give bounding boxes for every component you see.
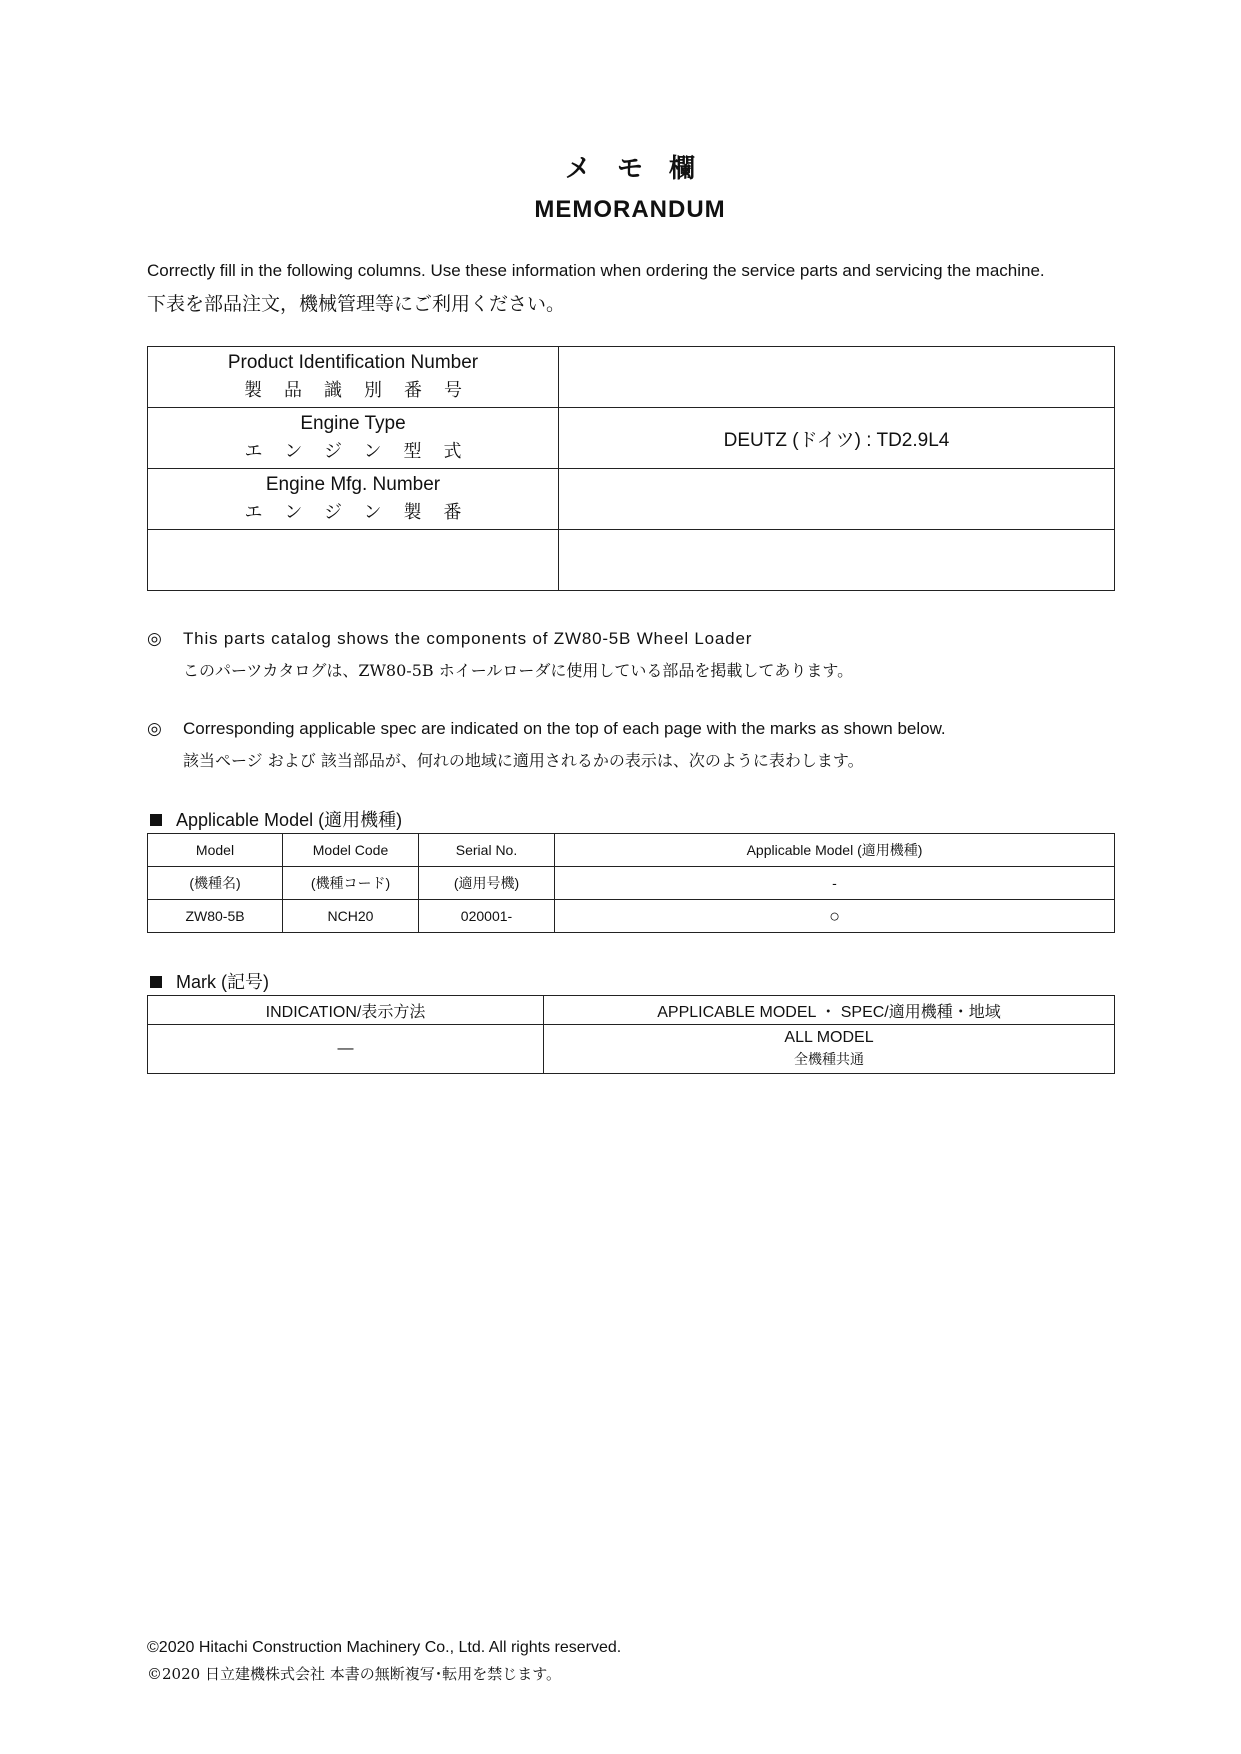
note-2-en: Corresponding applicable spec are indicated on the top of each page with the marks as shown below. [183,719,946,738]
mark-heading [150,968,269,994]
header-model-code-jp: (機種コード) [283,867,419,900]
blank-value-field[interactable] [559,530,1115,591]
table-row [148,1025,1115,1074]
memo-label-cell [148,347,559,408]
cell-applicable-jp: 全機種共通 [794,1052,864,1068]
applicable-model-heading [150,806,402,832]
mark-table [147,995,1115,1074]
intro-text-jp: 下表を部品注文，機械管理等にご利用ください。 [147,293,566,315]
page-title-jp: メ モ 欄 [564,154,695,184]
cell-model: ZW80-5B [148,900,283,933]
header-model-jp: (機種名) [148,867,283,900]
memo-label-jp: エンジン製番 [244,502,484,523]
memo-label-jp: 製品識別番号 [244,380,484,401]
page-title: MEMORANDUM [534,196,726,223]
table-row [148,408,1115,469]
memo-table [147,346,1115,591]
note-1-jp: このパーツカタログは、ZW80-5B ホイールローダに使用している部品を掲載してあります。 [183,661,854,680]
header-indication: INDICATION/表示方法 [148,996,544,1025]
table-row [148,900,1115,933]
header-model: Model [148,834,283,867]
table-row [148,347,1115,408]
table-header-row [148,996,1115,1025]
note-1-en: This parts catalog shows the components of ZW80-5B Wheel Loader [183,629,753,648]
applicable-model-table [147,833,1115,933]
header-applicable: Applicable Model (適用機種) [555,834,1115,867]
note-2-jp: 該当ページ および 該当部品が、何れの地域に適用されるかの表示は、次のように表わします。 [183,751,864,770]
table-row [148,469,1115,530]
cell-applicable: ○ [555,900,1115,933]
blank-label-field[interactable] [148,530,559,591]
note-2 [147,719,946,739]
intro-text-en: Correctly fill in the following columns. Use these information when ordering the service parts and servicing the machine. [147,261,1045,280]
table-header-row [148,867,1115,900]
cell-applicable-spec [544,1025,1115,1074]
memo-label-cell [148,408,559,469]
header-serial-jp: (適用号機) [419,867,555,900]
mark-heading-text: Mark (記号) [176,972,269,992]
cell-indication: — [148,1025,544,1074]
cell-model-code: NCH20 [283,900,419,933]
engine-mfg-number-field[interactable] [559,469,1115,530]
table-row [148,530,1115,591]
square-bullet-icon [150,814,162,826]
product-id-field[interactable] [559,347,1115,408]
memo-label-jp: エンジン型式 [244,441,484,462]
copyright-jp: ©2020 日立建機株式会社 本書の無断複写･転用を禁じます。 [147,1665,562,1683]
memo-label-en: Engine Mfg. Number [265,474,441,495]
applicable-model-heading-text: Applicable Model (適用機種) [176,810,403,830]
table-header-row [148,834,1115,867]
double-circle-icon: ◎ [147,629,162,649]
copyright-en: ©2020 Hitachi Construction Machinery Co., Ltd. All rights reserved. [147,1639,622,1656]
engine-type-value: DEUTZ (ドイツ) : TD2.9L4 [559,408,1115,469]
memo-label-cell [148,469,559,530]
header-serial: Serial No. [419,834,555,867]
note-1 [147,629,752,649]
memo-label-en: Product Identification Number [227,352,479,373]
header-applicable-sub: - [555,867,1115,900]
cell-applicable-en: ALL MODEL [784,1029,874,1046]
header-applicable-spec: APPLICABLE MODEL ・ SPEC/適用機種・地域 [544,996,1115,1025]
square-bullet-icon [150,976,162,988]
memo-label-en: Engine Type [300,413,406,434]
double-circle-icon: ◎ [147,719,162,739]
header-model-code: Model Code [283,834,419,867]
cell-serial: 020001- [419,900,555,933]
